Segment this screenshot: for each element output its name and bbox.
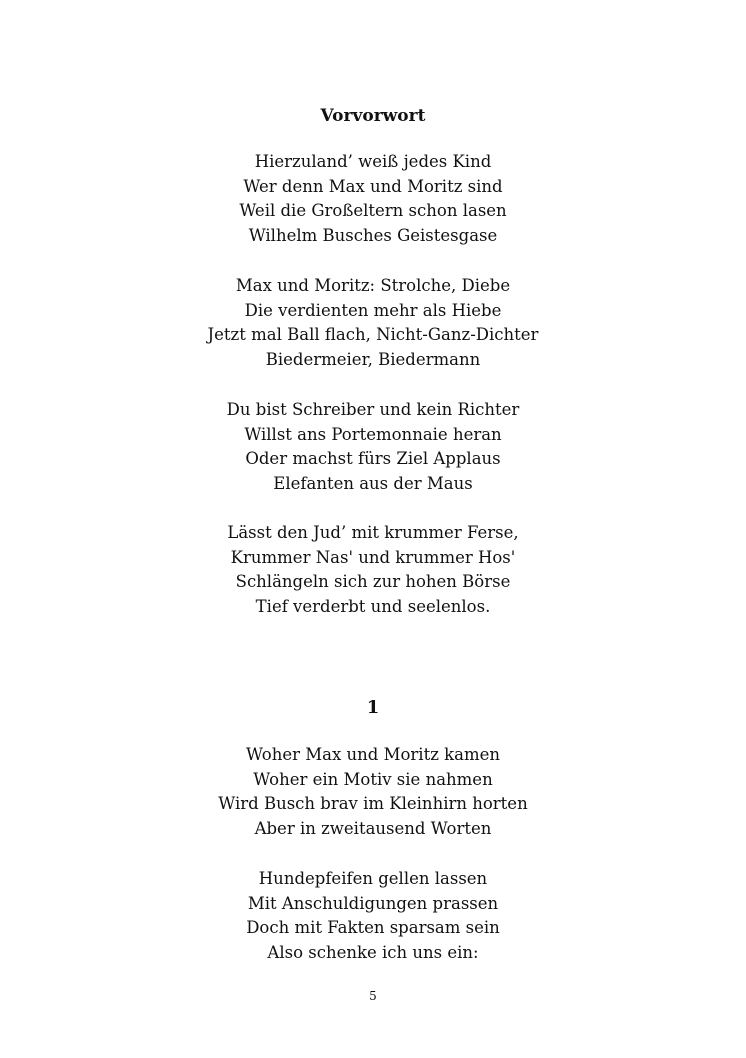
verse-line: Woher Max und Moritz kamen bbox=[245, 745, 501, 764]
verse-line: Lässt den Jud’ mit krummer Ferse, bbox=[227, 523, 519, 542]
verse-line: Elefanten aus der Maus bbox=[273, 474, 473, 494]
verse-line: Tief verderbt und seelenlos. bbox=[255, 597, 491, 617]
verse-line: Hundepfeifen gellen lassen bbox=[258, 869, 488, 888]
verse-line: Also schenke ich uns ein: bbox=[267, 943, 479, 963]
verse-line: Hierzuland’ weiß jedes Kind bbox=[254, 152, 492, 171]
verse-line: Willst ans Portemonnaie heran bbox=[244, 424, 502, 444]
verse-line: Doch mit Fakten sparsam sein bbox=[246, 918, 500, 938]
verse-line: Weil die Großeltern schon lasen bbox=[239, 201, 507, 221]
verse-line: Du bist Schreiber und kein Richter bbox=[226, 400, 520, 419]
verse-line: Oder machst fürs Ziel Applaus bbox=[245, 449, 501, 469]
verse-line: Die verdienten mehr als Hiebe bbox=[244, 300, 502, 320]
verse-line: Schlängeln sich zur hohen Börse bbox=[235, 572, 511, 592]
page-number: 5 bbox=[369, 989, 377, 1003]
preface-stanza-4 bbox=[0, 521, 746, 620]
verse-line: Jetzt mal Ball flach, Nicht-Ganz-Dichter bbox=[207, 325, 539, 345]
chapter-stanza-2 bbox=[0, 867, 746, 966]
verse-line: Wer denn Max und Moritz sind bbox=[243, 176, 503, 196]
preface-stanza-1 bbox=[0, 150, 746, 249]
verse-line: Woher ein Motiv sie nahmen bbox=[253, 769, 493, 789]
chapter-stanza-1 bbox=[0, 743, 746, 842]
chapter-heading: 1 bbox=[366, 697, 380, 718]
verse-line: Max und Moritz: Strolche, Diebe bbox=[235, 276, 511, 295]
page-title: Vorvorwort bbox=[320, 106, 426, 126]
verse-line: Krummer Nas' und krummer Hos' bbox=[230, 547, 516, 567]
verse-line: Wird Busch brav im Kleinhirn horten bbox=[218, 794, 528, 814]
verse-line: Mit Anschuldigungen prassen bbox=[247, 893, 499, 913]
verse-line: Aber in zweitausend Worten bbox=[254, 819, 492, 839]
verse-line: Wilhelm Busches Geistesgase bbox=[248, 226, 498, 246]
verse-line: Biedermeier, Biedermann bbox=[265, 350, 481, 370]
preface-stanza-3 bbox=[0, 398, 746, 497]
preface-stanza-2 bbox=[0, 274, 746, 373]
